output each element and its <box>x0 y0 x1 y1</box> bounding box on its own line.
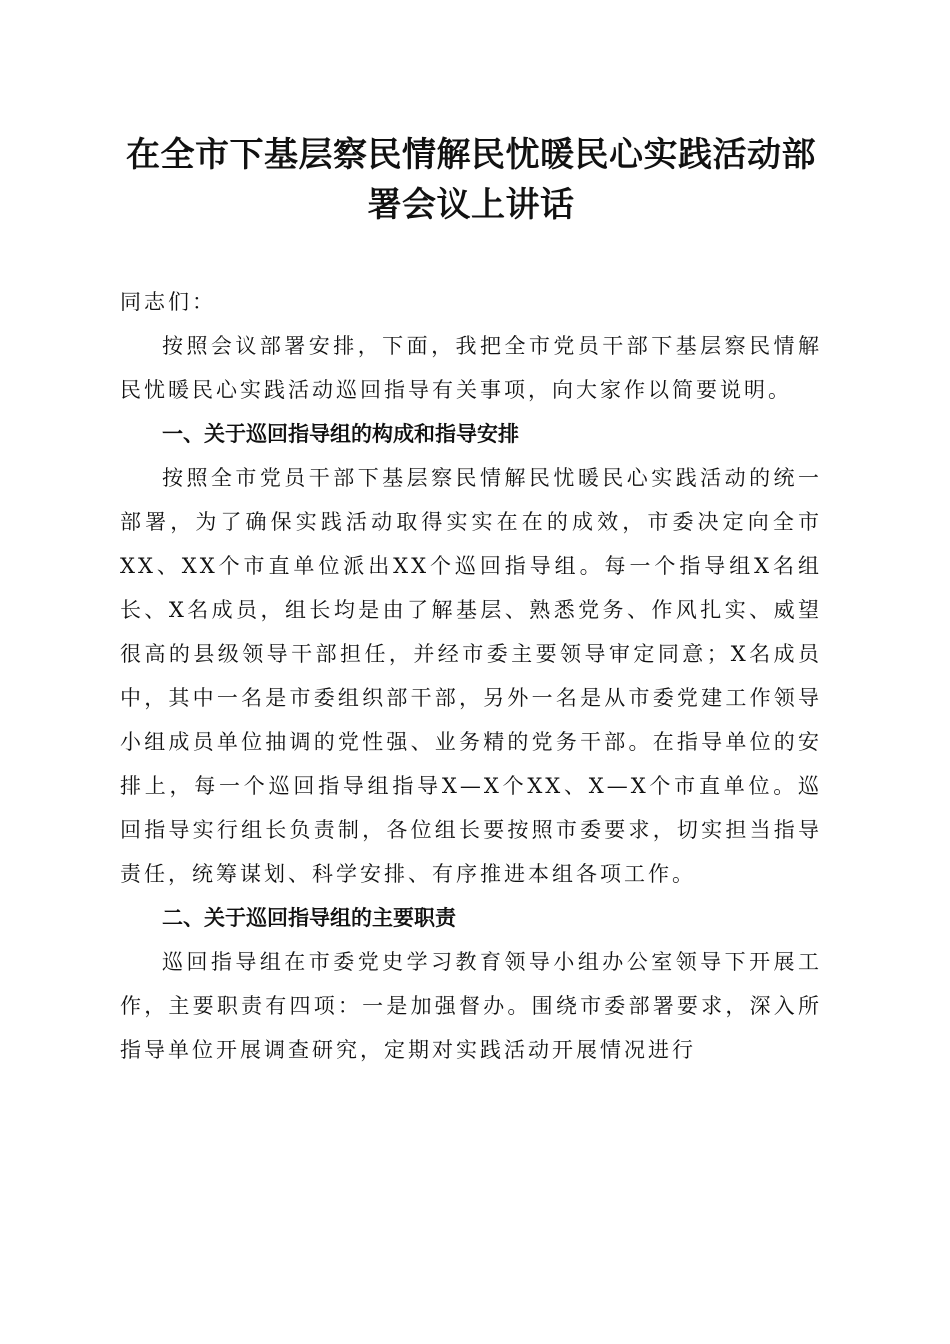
document-title <box>120 130 822 230</box>
section-1-paragraph: 按照全市党员干部下基层察民情解民忧暖民心实践活动的统一部署，为了确保实践活动取得实实在在的成效，市委决定向全市XX、XX个市直单位派出XX个巡回指导组。每一个指导组X名组长、X名成员，组长均是由了解基层、熟悉党务、作风扎实、威望很高的县级领导干部担任，并经市委主要领导审定同意；X名成员中，其中一名是市委组织部干部，另外一名是从市委党建工作领导小组成员单位抽调的党性强、业务精的党务干部。在指导单位的安排上，每一个巡回指导组指导X—X个XX、X—X个市直单位。巡回指导实行组长负责制，各位组长要按照市委要求，切实担当指导责任，统筹谋划、科学安排、有序推进本组各项工作。 <box>120 466 822 886</box>
intro-paragraph: 按照会议部署安排，下面，我把全市党员干部下基层察民情解民忧暖民心实践活动巡回指导有关事项，向大家作以简要说明。 <box>120 334 822 402</box>
salutation: 同志们： <box>120 290 216 314</box>
document-page <box>120 130 822 1072</box>
title-line-2: 署会议上讲话 <box>367 185 575 225</box>
title-line-1: 在全市下基层察民情解民忧暖民心实践活动部 <box>126 135 816 175</box>
section-2-heading: 二、关于巡回指导组的主要职责 <box>162 906 456 930</box>
section-2-paragraph: 巡回指导组在市委党史学习教育领导小组办公室领导下开展工作，主要职责有四项：一是加强督办。围绕市委部署要求，深入所指导单位开展调查研究，定期对实践活动开展情况进行 <box>120 950 822 1062</box>
section-1-heading: 一、关于巡回指导组的构成和指导安排 <box>162 422 519 446</box>
